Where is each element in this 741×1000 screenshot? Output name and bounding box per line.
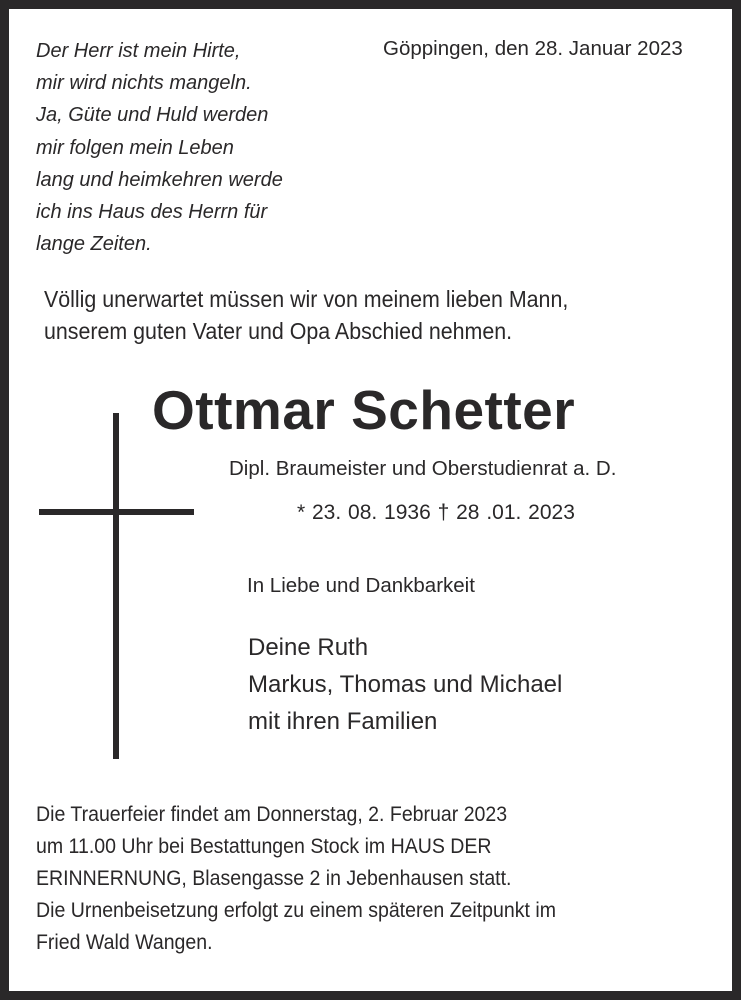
psalm-line: lange Zeiten. [36,233,152,256]
gratitude-line: In Liebe und Dankbarkeit [247,574,475,597]
cross-icon [113,413,119,759]
psalm-line: lang und heimkehren werde [36,168,283,191]
service-line: um 11.00 Uhr bei Bestattungen Stock im HAUS DER [36,835,492,858]
life-dates: * 23. 08. 1936 † 28 .01. 2023 [297,501,575,524]
service-line: Die Trauerfeier findet am Donnerstag, 2. Februar 2023 [36,803,508,826]
mourner-line: Deine Ruth [248,634,369,661]
service-line: Fried Wald Wangen. [36,931,213,954]
psalm-line: Der Herr ist mein Hirte, [36,40,241,62]
psalm-line: Ja, Güte und Huld werden [36,104,269,127]
service-line: ERINNERNUNG, Blasengasse 2 in Jebenhausen statt. [36,867,512,890]
intro-line: Völlig unerwartet müssen wir von meinem lieben Mann, [44,286,569,312]
obituary-notice [9,9,732,991]
deceased-profession: Dipl. Braumeister und Oberstudienrat a. D. [229,457,617,480]
funeral-service-info [36,799,556,959]
psalm-verse [36,35,283,260]
psalm-line: ich ins Haus des Herrn für [36,201,268,224]
psalm-line: mir wird nichts mangeln. [36,72,252,95]
mourner-line: mit ihren Familien [248,708,438,735]
mourner-line: Markus, Thomas und Michael [248,671,563,698]
place-and-date: Göppingen, den 28. Januar 2023 [383,37,683,60]
mourners-list [248,629,562,740]
intro-text [44,283,568,347]
psalm-line: mir folgen mein Leben [36,136,234,159]
deceased-name: Ottmar Schetter [152,379,576,441]
cross-icon-crossbar [39,509,194,515]
intro-line: unserem guten Vater und Opa Abschied nehmen. [44,318,513,344]
service-line: Die Urnenbeisetzung erfolgt zu einem späteren Zeitpunkt im [36,899,556,922]
